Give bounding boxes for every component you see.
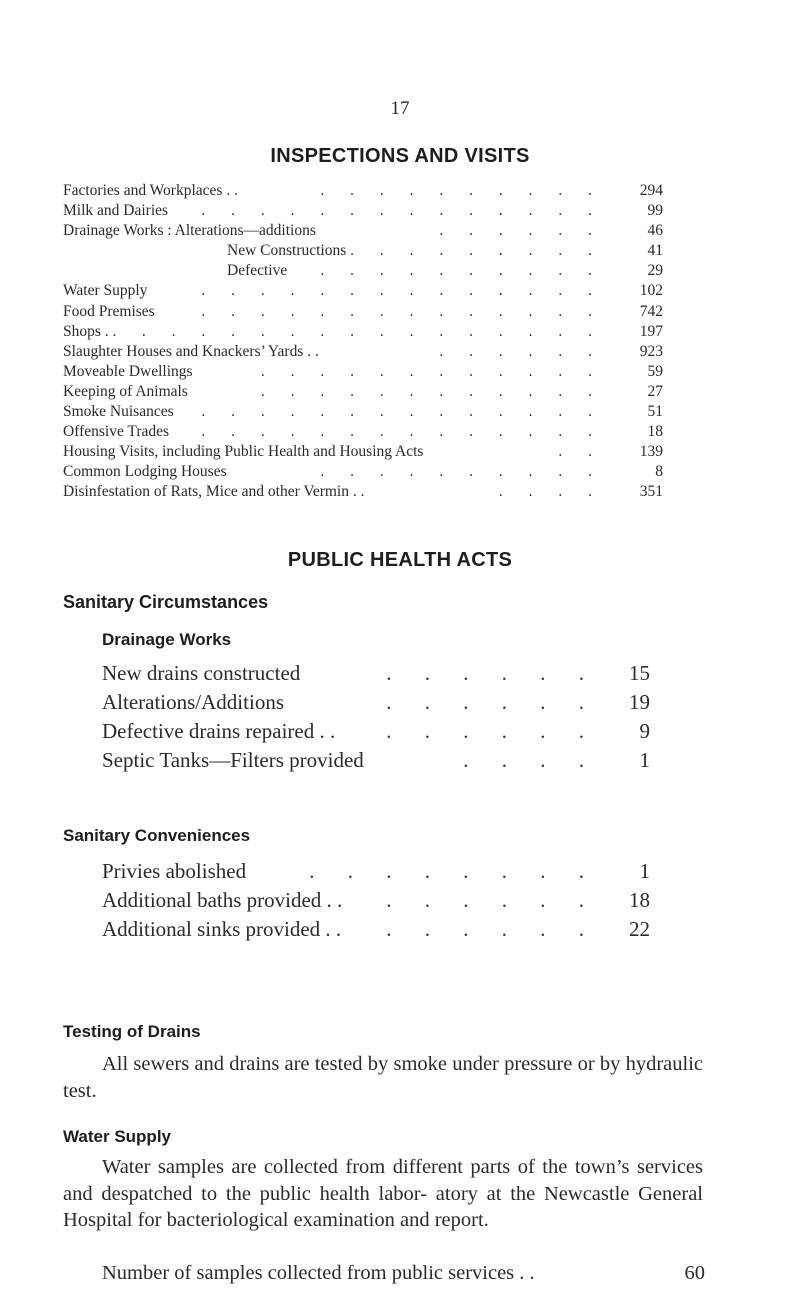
leader-dots: . . . . . . . . . . . . [260, 362, 603, 380]
row-value: 41 [647, 242, 663, 260]
row-value: 742 [639, 302, 663, 320]
drainage-table [102, 659, 650, 775]
leader-dots: . . . . . . . . . . . . . . . . [141, 322, 603, 340]
testing-of-drains-text [63, 1051, 703, 1104]
row-value: 351 [639, 483, 663, 501]
row-value: 1 [639, 859, 650, 883]
leader-dots: . . . . . . [386, 888, 598, 912]
leader-dots: . . . . . . . . [309, 859, 598, 883]
water-supply-title: Water Supply [63, 1127, 171, 1146]
table-row [63, 181, 663, 201]
row-value: 8 [655, 463, 663, 481]
row-label: Food Premises [63, 302, 155, 320]
table-row [102, 659, 650, 688]
leader-dots: . . . . . . . . . . . . . . [201, 302, 603, 320]
row-label: Keeping of Animals [63, 382, 188, 400]
leader-dots: . . . . . . . . . . . . . . [201, 403, 603, 421]
row-label: Additional sinks provided . . [102, 917, 342, 941]
row-label: Alterations/Additions [102, 690, 284, 714]
leader-dots: . . . . . . [386, 719, 598, 743]
leader-dots: . . . . . . . . . . [320, 242, 603, 260]
water-supply-text [63, 1154, 703, 1234]
row-label: Drainage Works : Alterations—additions [63, 222, 316, 240]
row-value: 197 [639, 322, 663, 340]
sanitary-conveniences-title: Sanitary Conveniences [63, 826, 251, 845]
table-row [63, 241, 663, 261]
leader-dots: . . . . . . [386, 661, 598, 685]
leader-dots: . . . . . . . . . . [320, 262, 603, 280]
row-label: Slaughter Houses and Knackers’ Yards . . [63, 342, 319, 360]
leader-dots: . . . . . . . . . . . . . . [201, 423, 603, 441]
row-value: 15 [629, 661, 650, 685]
table-row [63, 482, 663, 502]
row-label: Offensive Trades [63, 423, 170, 441]
leader-dots: . . . . . . [386, 690, 598, 714]
row-label: Water Supply [63, 282, 148, 300]
table-row [63, 221, 663, 241]
row-label: New Constructions [227, 242, 347, 260]
samples-value: 60 [684, 1262, 705, 1284]
sanitary-circumstances-title: Sanitary Circumstances [63, 592, 269, 612]
testing-paragraph: All sewers and drains are tested by smoke under pressure or by hydraulic test. [63, 1053, 703, 1102]
table-row [63, 402, 663, 422]
row-value: 46 [647, 222, 663, 240]
row-label: Housing Visits, including Public Health and Housing Acts [63, 443, 424, 461]
table-row [102, 688, 650, 717]
testing-of-drains-title: Testing of Drains [63, 1022, 201, 1041]
leader-dots: . . . . . . . . . . . . . . [201, 282, 603, 300]
public-health-heading: PUBLIC HEALTH ACTS [287, 549, 513, 571]
water-supply-paragraph: Water samples are collected from different parts of the town’s services and despatched to the public health labor- atory at the Newcastle General Hospital for bacteriological examination and report. [63, 1156, 703, 1231]
table-row [63, 322, 663, 342]
row-label: Privies abolished [102, 859, 247, 883]
table-row [63, 382, 663, 402]
drainage-works-title: Drainage Works [102, 630, 232, 649]
row-label: Disinfestation of Rats, Mice and other Vermin . . [63, 483, 365, 501]
table-row [102, 915, 650, 944]
leader-dots: . . . . . . [439, 342, 603, 360]
samples-label: Number of samples collected from public services . . [102, 1262, 535, 1284]
row-label: Septic Tanks—Filters provided [102, 748, 364, 772]
leader-dots: . . . . . . . . . . . . . . [201, 202, 603, 220]
row-label: Factories and Workplaces . . [63, 182, 238, 199]
table-row [63, 422, 663, 442]
row-value: 51 [647, 403, 663, 421]
row-value: 29 [647, 262, 663, 280]
table-row [63, 281, 663, 301]
table-row [63, 442, 663, 462]
row-label: Defective [227, 262, 288, 280]
table-row [63, 362, 663, 382]
row-value: 102 [639, 282, 663, 300]
table-row [63, 201, 663, 221]
row-value: 9 [639, 719, 650, 743]
row-value: 139 [639, 443, 663, 461]
leader-dots: . . . . . . [386, 917, 598, 941]
row-label: Additional baths provided . . [102, 888, 343, 912]
leader-dots: . . . . [463, 748, 598, 772]
table-row [102, 746, 650, 775]
table-row [63, 261, 663, 281]
row-value: 1 [639, 748, 650, 772]
row-value: 18 [647, 423, 663, 441]
samples-row [102, 1260, 705, 1286]
table-row [102, 717, 650, 746]
row-label: Shops . . [63, 322, 117, 340]
row-label: Moveable Dwellings [63, 362, 193, 380]
table-row [102, 857, 650, 886]
row-label: Common Lodging Houses [63, 463, 227, 481]
row-value: 22 [629, 917, 650, 941]
table-row [63, 342, 663, 362]
row-value: 18 [629, 888, 650, 912]
leader-dots: . . . . . . . . . . [320, 463, 603, 481]
leader-dots: . . . . . . . . . . . . [260, 382, 603, 400]
leader-dots: . . [558, 443, 603, 461]
inspections-heading: INSPECTIONS AND VISITS [270, 145, 530, 167]
row-label: Smoke Nuisances [63, 403, 174, 421]
conveniences-table [102, 857, 650, 944]
table-row [63, 302, 663, 322]
row-value: 59 [647, 362, 663, 380]
row-label: New drains constructed [102, 661, 301, 685]
leader-dots: . . . . [498, 483, 603, 501]
row-value: 294 [639, 182, 663, 199]
table-row [102, 886, 650, 915]
leader-dots: . . . . . . . . . . [320, 182, 603, 199]
inspections-table [63, 181, 663, 503]
page-number: 17 [390, 98, 410, 119]
row-label: Defective drains repaired . . [102, 719, 336, 743]
row-value: 27 [647, 382, 663, 400]
row-value: 99 [647, 202, 663, 220]
row-label: Milk and Dairies [63, 202, 169, 220]
row-value: 19 [629, 690, 650, 714]
table-row [63, 462, 663, 482]
leader-dots: . . . . . . [439, 222, 603, 240]
row-value: 923 [639, 342, 663, 360]
